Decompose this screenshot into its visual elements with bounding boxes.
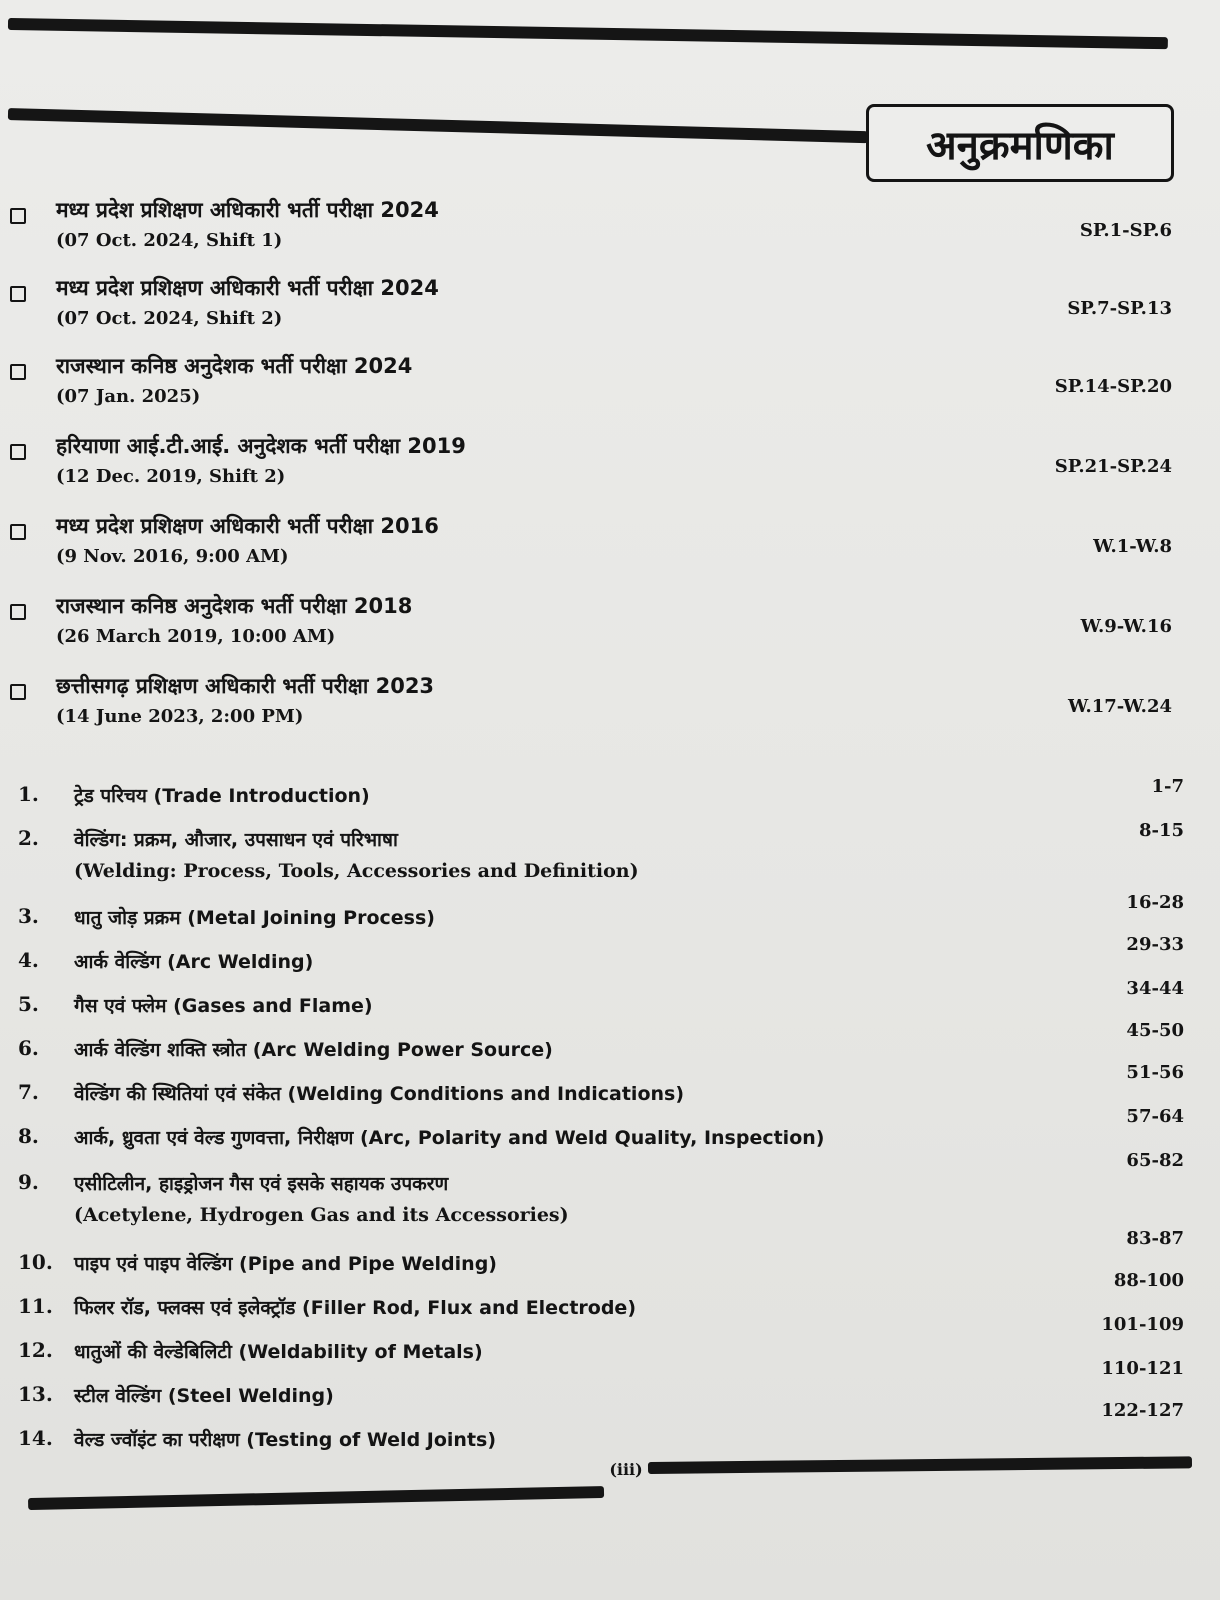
- chapter-title-english: (Acetylene, Hydrogen Gas and its Accessories): [74, 1204, 569, 1226]
- chapter-title: धातु जोड़ प्रक्रम (Metal Joining Process): [74, 907, 435, 929]
- chapter-number: 7.: [18, 1080, 39, 1104]
- chapter-pages: 45-50: [1126, 1020, 1184, 1041]
- checkbox-icon: [10, 364, 26, 380]
- top-rule: [8, 18, 1168, 49]
- chapter-number: 2.: [18, 826, 39, 850]
- chapter-title-english: (Welding: Process, Tools, Accessories and Definition): [74, 860, 639, 882]
- chapter-title: धातुओं की वेल्डेबिलिटी (Weldability of Metals): [74, 1341, 483, 1363]
- chapter-title: स्टील वेल्डिंग (Steel Welding): [74, 1385, 334, 1407]
- chapter-pages: 88-100: [1113, 1270, 1184, 1291]
- chapter-number: 5.: [18, 992, 39, 1016]
- exam-pages: W.1-W.8: [1093, 536, 1172, 557]
- footer-rule-left: [28, 1486, 604, 1510]
- chapter-number: 4.: [18, 948, 39, 972]
- checkbox-icon: [10, 286, 26, 302]
- chapter-pages: 101-109: [1101, 1314, 1184, 1335]
- chapter-pages: 34-44: [1126, 978, 1184, 999]
- exam-pages: SP.7-SP.13: [1067, 298, 1172, 319]
- chapter-number: 14.: [18, 1426, 53, 1450]
- checkbox-icon: [10, 684, 26, 700]
- exam-date: (14 June 2023, 2:00 PM): [56, 706, 304, 727]
- exam-date: (07 Jan. 2025): [56, 386, 201, 407]
- exam-pages: SP.1-SP.6: [1079, 220, 1172, 241]
- exam-pages: SP.21-SP.24: [1054, 456, 1172, 477]
- exam-name: छत्तीसगढ़ प्रशिक्षण अधिकारी भर्ती परीक्षा 2023: [56, 674, 435, 698]
- exam-entry: [0, 432, 1220, 502]
- exam-date: (12 Dec. 2019, Shift 2): [56, 466, 286, 487]
- chapter-title: ट्रेड परिचय (Trade Introduction): [74, 785, 370, 807]
- exam-entry: [0, 274, 1220, 344]
- exam-name: मध्य प्रदेश प्रशिक्षण अधिकारी भर्ती परीक्षा 2016: [56, 514, 439, 538]
- exam-date: (07 Oct. 2024, Shift 2): [56, 308, 283, 329]
- chapter-title: वेल्डिंग की स्थितियां एवं संकेत (Welding Conditions and Indications): [74, 1083, 685, 1105]
- chapter-title: गैस एवं फ्लेम (Gases and Flame): [74, 995, 373, 1017]
- chapter-number: 9.: [18, 1170, 39, 1194]
- exam-date: (9 Nov. 2016, 9:00 AM): [56, 546, 289, 567]
- chapter-number: 6.: [18, 1036, 39, 1060]
- title-rule: [8, 108, 868, 143]
- chapter-number: 12.: [18, 1338, 53, 1362]
- chapter-number: 3.: [18, 904, 39, 928]
- chapter-number: 10.: [18, 1250, 53, 1274]
- chapter-title: आर्क, ध्रुवता एवं वेल्ड गुणवत्ता, निरीक्षण (Arc, Polarity and Weld Quality, Inspection): [74, 1127, 825, 1149]
- chapter-pages: 1-7: [1151, 776, 1184, 797]
- exam-entry: [0, 592, 1220, 662]
- exam-entry: [0, 196, 1220, 266]
- chapter-title: एसीटिलीन, हाइड्रोजन गैस एवं इसके सहायक उपकरण: [74, 1173, 449, 1195]
- chapter-title: पाइप एवं पाइप वेल्डिंग (Pipe and Pipe Welding): [74, 1253, 497, 1275]
- chapter-pages: 8-15: [1138, 820, 1184, 841]
- checkbox-icon: [10, 524, 26, 540]
- exam-name: राजस्थान कनिष्ठ अनुदेशक भर्ती परीक्षा 2024: [56, 354, 413, 378]
- exam-name: हरियाणा आई.टी.आई. अनुदेशक भर्ती परीक्षा 2019: [56, 434, 466, 458]
- chapter-number: 1.: [18, 782, 39, 806]
- chapter-pages: 65-82: [1126, 1150, 1184, 1171]
- chapter-title: आर्क वेल्डिंग शक्ति स्त्रोत (Arc Welding Power Source): [74, 1039, 553, 1061]
- chapter-number: 11.: [18, 1294, 53, 1318]
- exam-entry: [0, 512, 1220, 582]
- chapter-pages: 29-33: [1126, 934, 1184, 955]
- chapter-number: 8.: [18, 1124, 39, 1148]
- footer-rule-right: [648, 1456, 1192, 1474]
- page-number: (iii): [609, 1460, 643, 1479]
- chapter-title: आर्क वेल्डिंग (Arc Welding): [74, 951, 314, 973]
- exam-pages: W.17-W.24: [1068, 696, 1172, 717]
- chapter-pages: 83-87: [1126, 1228, 1184, 1249]
- chapter-pages: 16-28: [1126, 892, 1184, 913]
- exam-entry: [0, 352, 1220, 422]
- page-title: अनुक्रमणिका: [866, 104, 1174, 182]
- checkbox-icon: [10, 208, 26, 224]
- exam-pages: W.9-W.16: [1080, 616, 1172, 637]
- chapter-pages: 122-127: [1101, 1400, 1184, 1421]
- chapter-pages: 110-121: [1101, 1358, 1184, 1379]
- chapter-title: वेल्ड ज्वॉइंट का परीक्षण (Testing of Weld Joints): [74, 1429, 497, 1451]
- chapter-title: वेल्डिंग: प्रक्रम, औजार, उपसाधन एवं परिभाषा: [74, 829, 398, 851]
- exam-date: (26 March 2019, 10:00 AM): [56, 626, 336, 647]
- exam-pages: SP.14-SP.20: [1054, 376, 1172, 397]
- checkbox-icon: [10, 604, 26, 620]
- chapter-pages: 51-56: [1126, 1062, 1184, 1083]
- exam-date: (07 Oct. 2024, Shift 1): [56, 230, 283, 251]
- chapter-number: 13.: [18, 1382, 53, 1406]
- chapter-title: फिलर रॉड, फ्लक्स एवं इलेक्ट्रॉड (Filler Rod, Flux and Electrode): [74, 1297, 637, 1319]
- exam-name: मध्य प्रदेश प्रशिक्षण अधिकारी भर्ती परीक्षा 2024: [56, 276, 439, 300]
- exam-name: राजस्थान कनिष्ठ अनुदेशक भर्ती परीक्षा 2018: [56, 594, 413, 618]
- exam-name: मध्य प्रदेश प्रशिक्षण अधिकारी भर्ती परीक्षा 2024: [56, 198, 439, 222]
- exam-entry: [0, 672, 1220, 742]
- checkbox-icon: [10, 444, 26, 460]
- chapter-pages: 57-64: [1126, 1106, 1184, 1127]
